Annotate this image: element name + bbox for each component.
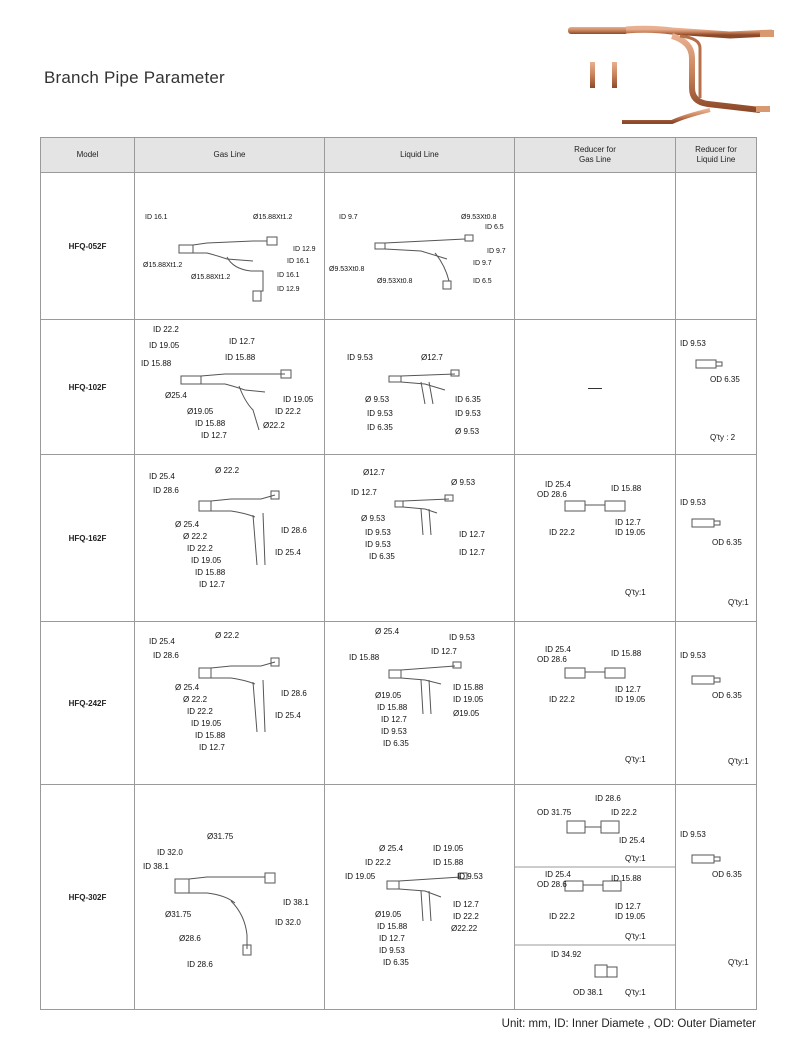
dim-label: ID 25.4 [275,548,301,557]
gas-line-cell [135,173,325,320]
dim-label: Ø 22.2 [183,695,208,704]
dim-label: Ø 9.53 [455,427,480,436]
dim-label: Ø31.75 [165,910,192,919]
dim-label: ID 15.88 [453,683,484,692]
header-reducer-gas-line2: Gas Line [578,155,612,164]
dim-label: Ø 22.2 [215,631,240,640]
dim-label: ID 15.88 [433,858,464,867]
dim-label: ID 15.88 [225,353,256,362]
liquid-line-diagram [325,320,515,454]
dim-label: ID 15.88 [349,653,380,662]
liquid-line-diagram [325,785,515,1009]
dim-label: Ø15.88Xt1.2 [143,262,183,269]
dim-label: ID 22.2 [275,407,301,416]
header-reducer-liquid-line1: Reducer for [695,145,737,154]
dim-label: ID 19.05 [191,719,222,728]
qty-label: Q'ty:1 [728,757,749,766]
dim-label: ID 6.35 [369,552,395,561]
dim-label: OD 6.35 [710,375,740,384]
header-reducer-liquid-line2: Liquid Line [696,155,736,164]
gas-line-diagram [135,320,325,454]
qty-label: Q'ty:1 [625,988,646,997]
table-row [41,622,757,785]
dim-label: ID 12.9 [293,246,316,253]
dim-label: Ø 9.53 [361,514,386,523]
dim-label: ID 28.6 [281,689,307,698]
dim-label: ID 28.6 [153,651,179,660]
branch-pipe-photo [560,18,780,130]
qty-label: Q'ty:1 [728,598,749,607]
dim-label: ID 6.35 [383,739,409,748]
qty-label: Q'ty:1 [625,755,646,764]
dim-label: ID 9.53 [365,528,391,537]
dim-label: OD 28.6 [537,490,567,499]
reducer-liquid-diagram [676,785,757,1009]
dim-label: OD 38.1 [573,988,603,997]
dim-label: ID 28.6 [595,794,621,803]
gas-line-diagram [135,173,325,319]
reducer-liquid-diagram [676,622,757,784]
dim-label: ID 9.53 [449,633,475,642]
dim-label: Ø 25.4 [175,683,200,692]
dim-label: Ø12.7 [363,468,385,477]
dim-label: ID 25.4 [545,480,571,489]
dim-label: ID 19.05 [453,695,484,704]
dim-label: ID 38.1 [283,898,309,907]
dim-label: ID 22.2 [153,325,179,334]
reducer-gas-cell [515,622,676,785]
dim-label: ID 16.1 [277,272,300,279]
dim-label: ID 15.88 [611,874,642,883]
dim-label: ID 25.4 [275,711,301,720]
dim-label: ID 19.05 [433,844,464,853]
dim-label: ID 9.53 [680,339,706,348]
dim-label: OD 28.6 [537,655,567,664]
dim-label: ID 12.9 [277,286,300,293]
gas-line-cell [135,785,325,1010]
dim-label: Ø9.53Xt0.8 [329,266,365,273]
dim-label: ID 12.7 [201,431,227,440]
dim-label: ID 22.2 [549,695,575,704]
reducer-gas-cell [515,785,676,1010]
dim-label: Ø19.05 [375,910,402,919]
dim-label: Ø15.88Xt1.2 [191,274,231,281]
dim-label: Ø22.2 [263,421,285,430]
dim-label: Ø12.7 [421,353,443,362]
gas-line-cell [135,455,325,622]
dim-label: Ø28.6 [179,934,201,943]
dim-label: ID 19.05 [191,556,222,565]
liquid-line-cell [325,455,515,622]
dim-label: ID 16.1 [287,258,310,265]
dim-label: ID 15.88 [377,922,408,931]
dim-label: ID 9.53 [381,727,407,736]
dim-label: Ø25.4 [165,391,187,400]
reducer-liquid-cell [676,173,757,320]
reducer-gas-diagram [515,455,676,621]
dim-label: ID 22.2 [187,544,213,553]
header-gas-line: Gas Line [135,138,325,173]
header-reducer-gas [515,138,676,173]
dim-label: ID 12.7 [453,900,479,909]
dim-label: ID 12.7 [381,715,407,724]
dim-label: ID 38.1 [143,862,169,871]
dim-label: ID 15.88 [377,703,408,712]
dim-label: ID 19.05 [615,528,646,537]
dim-label: ID 12.7 [199,743,225,752]
dim-label: OD 31.75 [537,808,572,817]
qty-label: Q'ty:1 [625,932,646,941]
dim-label: ID 22.2 [549,528,575,537]
dim-label: OD 6.35 [712,870,742,879]
dim-label: ID 9.53 [365,540,391,549]
dim-label: Ø15.88Xt1.2 [253,214,293,221]
dim-label: Ø 25.4 [375,627,400,636]
dim-label: ID 6.35 [367,423,393,432]
dim-label: ID 25.4 [149,637,175,646]
dim-label: Ø 25.4 [175,520,200,529]
table-row [41,173,757,320]
dim-label: ID 25.4 [149,472,175,481]
dim-label: ID 12.7 [199,580,225,589]
dim-label: ID 12.7 [615,518,641,527]
dim-label: Ø22.22 [451,924,478,933]
dim-label: OD 28.6 [537,880,567,889]
dim-label: Ø 22.2 [215,466,240,475]
dim-label: ID 28.6 [281,526,307,535]
dim-label: ID 9.7 [487,248,506,255]
reducer-liquid-diagram [676,320,757,454]
dim-label: Ø 9.53 [451,478,476,487]
dim-label: ID 12.7 [459,530,485,539]
dim-label: ID 9.53 [367,409,393,418]
reducer-liquid-cell [676,320,757,455]
reducer-liquid-cell [676,455,757,622]
dim-label: Ø9.53Xt0.8 [461,214,497,221]
reducer-gas-diagram [515,622,676,784]
table-header [41,138,757,173]
liquid-line-cell [325,173,515,320]
dim-label: ID 9.53 [680,651,706,660]
dim-label: ID 19.05 [149,341,180,350]
gas-line-cell [135,622,325,785]
dim-label: ID 6.35 [455,395,481,404]
dim-label: ID 6.35 [383,958,409,967]
page-title: Branch Pipe Parameter [44,68,225,87]
reducer-liquid-cell [676,622,757,785]
dim-label: ID 28.6 [187,960,213,969]
dim-label: ID 9.53 [347,353,373,362]
dim-label: Ø 22.2 [183,532,208,541]
reducer-liquid-diagram [676,455,757,621]
dim-label: ID 19.05 [615,912,646,921]
dim-label: ID 12.7 [459,548,485,557]
liquid-line-diagram [325,622,515,784]
header-model: Model [41,138,135,173]
dim-label: Ø31.75 [207,832,234,841]
dim-label: Ø 25.4 [379,844,404,853]
dim-label: ID 19.05 [345,872,376,881]
qty-label: Q'ty:1 [625,588,646,597]
dim-label: ID 12.7 [229,337,255,346]
table-row [41,455,757,622]
dim-label: ID 9.7 [473,260,492,267]
dim-label: ID 12.7 [351,488,377,497]
dim-label: ID 12.7 [379,934,405,943]
dim-label: ID 15.88 [611,484,642,493]
model-cell: HFQ-052F [41,173,135,320]
gas-line-diagram [135,455,325,621]
units-footnote: Unit: mm, ID: Inner Diamete , OD: Outer Diameter [501,1018,756,1030]
dim-label: ID 9.53 [455,409,481,418]
liquid-line-cell [325,785,515,1010]
qty-label: Q'ty:1 [625,854,646,863]
dim-label: Ø19.05 [187,407,214,416]
model-cell: HFQ-302F [41,785,135,1010]
dim-label: ID 15.88 [195,419,226,428]
dim-label: ID 25.4 [619,836,645,845]
dim-label: ID 9.53 [457,872,483,881]
qty-label: Q'ty : 2 [710,433,736,442]
reducer-gas-cell [515,173,676,320]
dim-label: ID 22.2 [187,707,213,716]
dim-label: ID 22.2 [365,858,391,867]
dim-label: ID 15.88 [195,568,226,577]
model-cell: HFQ-162F [41,455,135,622]
dim-label: ID 12.7 [615,685,641,694]
dim-label: ID 16.1 [145,214,168,221]
dim-label: ID 32.0 [157,848,183,857]
dim-label: ID 9.53 [379,946,405,955]
table-row [41,785,757,1010]
dim-label: OD 6.35 [712,538,742,547]
gas-line-diagram [135,622,325,784]
qty-label: Q'ty:1 [728,958,749,967]
header-reducer-gas-line1: Reducer for [574,145,616,154]
dim-label: ID 9.53 [680,498,706,507]
table-row [41,320,757,455]
dim-label: ID 9.53 [680,830,706,839]
dim-label: Ø19.05 [375,691,402,700]
reducer-gas-cell: — [515,320,676,455]
dim-label: ID 12.7 [431,647,457,656]
dim-label: ID 28.6 [153,486,179,495]
liquid-line-diagram [325,173,515,319]
dim-label: ID 12.7 [615,902,641,911]
dim-label: ID 25.4 [545,645,571,654]
dim-label: ID 6.5 [473,278,492,285]
dim-label: Ø 9.53 [365,395,390,404]
reducer-liquid-cell [676,785,757,1010]
dim-label: ID 19.05 [283,395,314,404]
model-cell: HFQ-102F [41,320,135,455]
dim-label: ID 15.88 [195,731,226,740]
dim-label: ID 22.2 [611,808,637,817]
dim-label: ID 25.4 [545,870,571,879]
dim-label: ID 15.88 [141,359,172,368]
model-cell: HFQ-242F [41,622,135,785]
dim-label: ID 22.2 [453,912,479,921]
liquid-line-cell [325,320,515,455]
gas-line-diagram [135,785,325,1009]
reducer-gas-cell [515,455,676,622]
dim-label: ID 15.88 [611,649,642,658]
dim-label: ID 6.5 [485,224,504,231]
header-liquid-line: Liquid Line [325,138,515,173]
dim-label: OD 6.35 [712,691,742,700]
dim-label: ID 22.2 [549,912,575,921]
dim-label: ID 19.05 [615,695,646,704]
header-reducer-liquid [676,138,757,173]
dim-label: Ø19.05 [453,709,480,718]
reducer-gas-diagram [515,785,676,1009]
dim-label: Ø9.53Xt0.8 [377,278,413,285]
dim-label: ID 34.92 [551,950,582,959]
branch-pipe-table [40,137,757,1010]
dim-label: ID 32.0 [275,918,301,927]
liquid-line-cell [325,622,515,785]
dim-label: ID 9.7 [339,214,358,221]
gas-line-cell [135,320,325,455]
liquid-line-diagram [325,455,515,621]
